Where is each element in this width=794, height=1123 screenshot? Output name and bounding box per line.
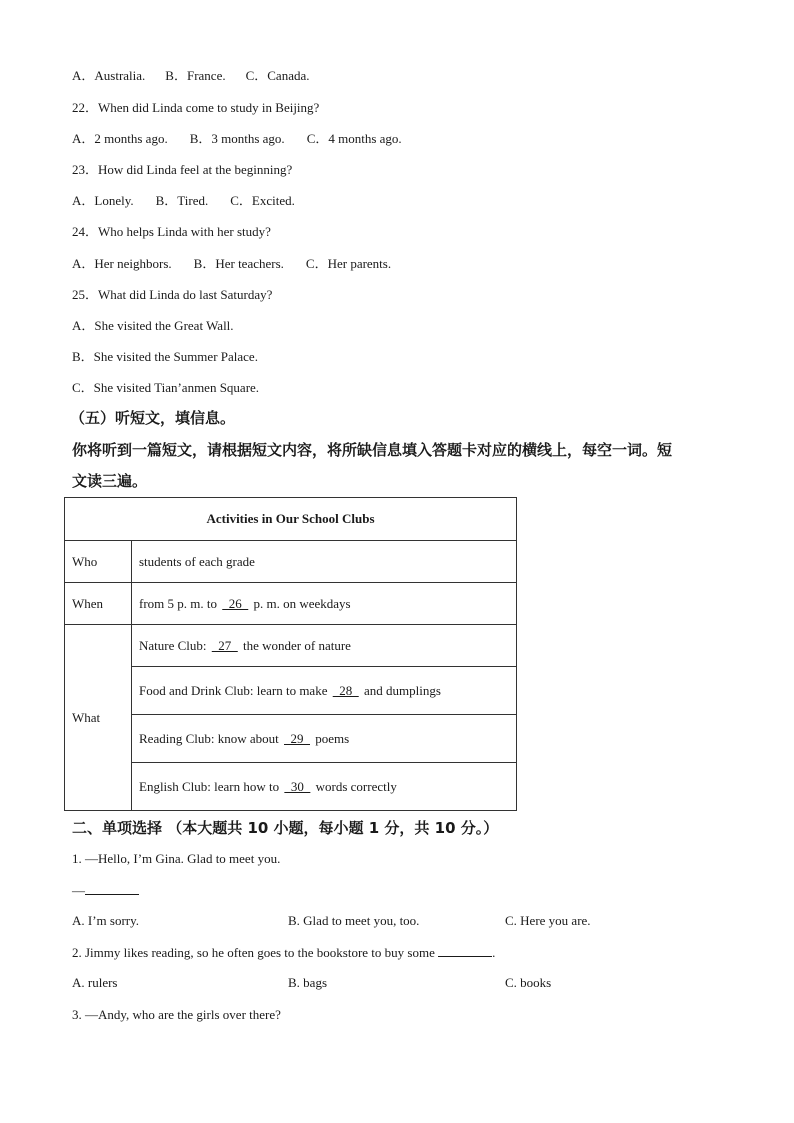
part2-title: 二、单项选择 （本大题共 10 小题，每小题 1 分，共 10 分。） xyxy=(72,819,499,837)
p1-option-b[interactable]: B. Glad to meet you, too. xyxy=(288,913,420,928)
p2-option-b[interactable]: B. bags xyxy=(288,975,327,990)
blank-27[interactable]: 27 xyxy=(211,637,238,653)
q21-options xyxy=(72,68,310,84)
p1-option-a[interactable]: A. I’m sorry. xyxy=(72,913,140,928)
nature-text-pre: Nature Club: xyxy=(139,637,210,653)
table-row xyxy=(65,667,517,715)
q24-stem: 24．Who helps Linda with her study? xyxy=(72,224,271,239)
q23-option-b[interactable]: B．Tired. xyxy=(155,193,209,208)
row-label-when: When xyxy=(65,583,132,625)
q22-stem: 22．When did Linda come to study in Beijing? xyxy=(72,100,320,115)
q24-option-c[interactable]: C．Her parents. xyxy=(305,256,392,271)
section5-instruction-line2: 文读三遍。 xyxy=(72,472,148,490)
q22-option-b[interactable]: B．3 months ago. xyxy=(189,131,285,146)
q24-options xyxy=(72,256,391,272)
when-text-post: p. m. on weekdays xyxy=(250,595,351,611)
q21-option-c[interactable]: C．Canada. xyxy=(245,68,310,83)
table-row xyxy=(65,541,517,583)
p1-reply xyxy=(72,882,139,899)
section5-title: （五）听短文，填信息。 xyxy=(70,409,236,427)
row-value-english xyxy=(132,763,517,811)
blank-29[interactable]: 29 xyxy=(284,730,310,746)
p2-option-a[interactable]: A. rulers xyxy=(72,975,118,990)
q21-option-a[interactable]: A．Australia. xyxy=(72,68,146,83)
q25-stem: 25．What did Linda do last Saturday? xyxy=(72,287,273,302)
food-text-pre: Food and Drink Club: learn to make xyxy=(139,682,331,698)
when-text-pre: from 5 p. m. to xyxy=(139,595,221,611)
q22-options xyxy=(72,131,402,147)
english-text-pre: English Club: learn how to xyxy=(139,778,283,794)
table-header-row xyxy=(65,498,517,541)
blank-30[interactable]: 30 xyxy=(284,778,311,794)
blank-26[interactable]: 26 xyxy=(222,595,249,611)
p1-answer-blank[interactable] xyxy=(85,882,139,895)
row-value-who: students of each grade xyxy=(132,541,517,583)
reading-text-pre: Reading Club: know about xyxy=(139,730,282,746)
q24-option-b[interactable]: B．Her teachers. xyxy=(193,256,284,271)
table-row xyxy=(65,583,517,625)
english-text-post: words correctly xyxy=(312,778,397,794)
row-label-who: Who xyxy=(65,541,132,583)
q21-option-b[interactable]: B．France. xyxy=(165,68,226,83)
clubs-table xyxy=(64,497,517,811)
section5-instruction-line1: 你将听到一篇短文，请根据短文内容，将所缺信息填入答题卡对应的横线上，每空一词。短 xyxy=(72,441,673,459)
q23-options xyxy=(72,193,295,209)
p2-option-c[interactable]: C. books xyxy=(505,975,552,990)
q25-option-b[interactable]: B．She visited the Summer Palace. xyxy=(72,349,258,364)
q22-option-a[interactable]: A．2 months ago. xyxy=(72,131,168,146)
p2-answer-blank[interactable] xyxy=(438,944,492,957)
q23-stem: 23．How did Linda feel at the beginning? xyxy=(72,162,293,177)
nature-text-post: the wonder of nature xyxy=(239,637,351,653)
row-value-reading xyxy=(132,715,517,763)
table-title: Activities in Our School Clubs xyxy=(65,498,517,541)
q24-option-a[interactable]: A．Her neighbors. xyxy=(72,256,172,271)
p1-reply-dash: — xyxy=(72,883,85,898)
p2-stem xyxy=(72,944,495,961)
p1-stem: 1. —Hello, I’m Gina. Glad to meet you. xyxy=(72,851,281,866)
blank-28[interactable]: 28 xyxy=(332,682,359,698)
p3-stem: 3. —Andy, who are the girls over there? xyxy=(72,1007,281,1022)
row-value-when xyxy=(132,583,517,625)
p1-option-c[interactable]: C. Here you are. xyxy=(505,913,591,928)
food-text-post: and dumplings xyxy=(360,682,441,698)
row-value-nature xyxy=(132,625,517,667)
q23-option-a[interactable]: A．Lonely. xyxy=(72,193,134,208)
table-row xyxy=(65,763,517,811)
row-label-what: What xyxy=(65,625,132,811)
row-value-food xyxy=(132,667,517,715)
q23-option-c[interactable]: C．Excited. xyxy=(230,193,295,208)
q25-option-a[interactable]: A．She visited the Great Wall. xyxy=(72,318,234,333)
p2-stem-end: . xyxy=(492,945,496,960)
table-row xyxy=(65,625,517,667)
q25-option-c[interactable]: C．She visited Tian’anmen Square. xyxy=(72,380,260,395)
reading-text-post: poems xyxy=(312,730,350,746)
q22-option-c[interactable]: C．4 months ago. xyxy=(306,131,402,146)
table-row xyxy=(65,715,517,763)
p2-stem-text: 2. Jimmy likes reading, so he often goes to the bookstore to buy some xyxy=(72,945,439,960)
